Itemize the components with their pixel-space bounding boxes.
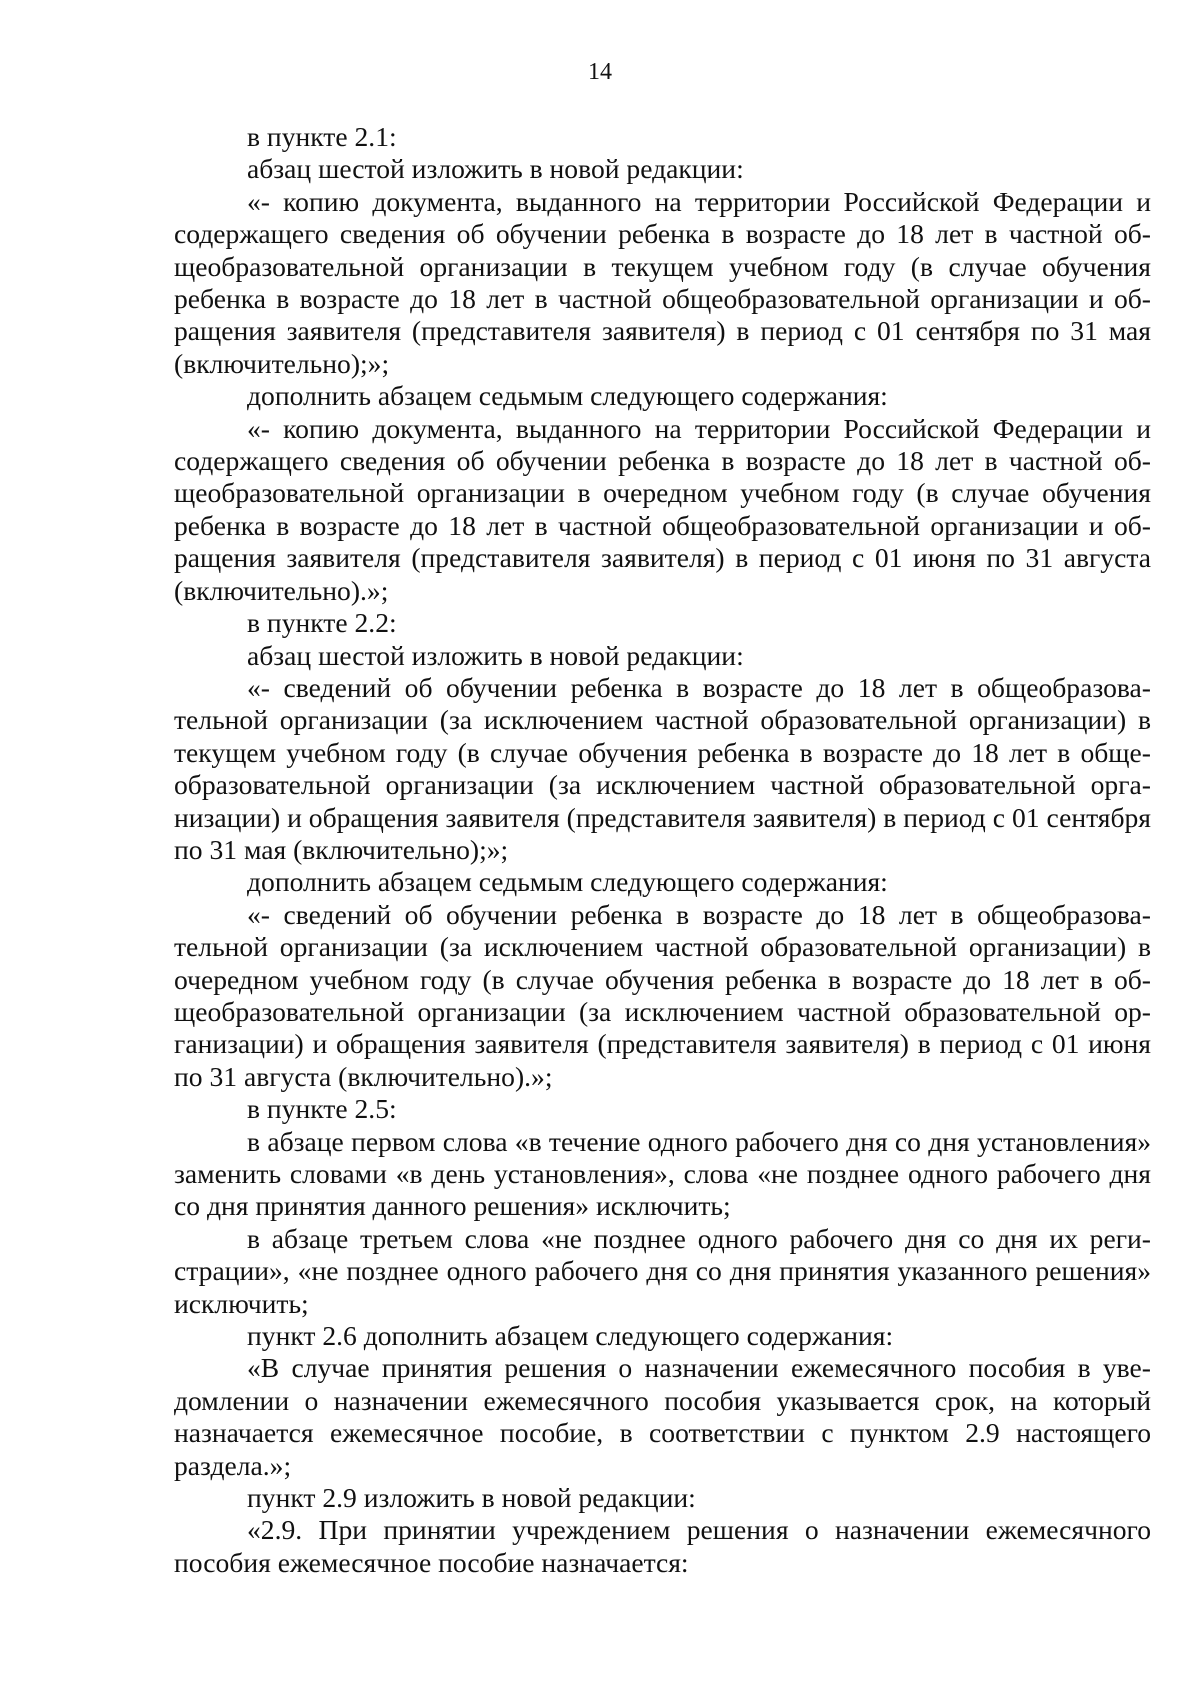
document-body (174, 121, 1151, 1579)
paragraph-amendment: в абзаце третьем слова «не позднее одного рабочего дня со дня их регистрации», «не позднее одного рабочего дня со дня принятия указанного решения» исключить; (174, 1222, 1151, 1319)
paragraph-instruction: пункт 2.6 дополнить абзацем следующего содержания: (247, 1320, 894, 1352)
paragraph-instruction: абзац шестой изложить в новой редакции: (247, 153, 744, 185)
paragraph-amendment: в абзаце первом слова «в течение одного рабочего дня со дня установления» заменить словами «в день установления», слова «не позднее одного рабочего дня со дня принятия данного решения» исключить; (174, 1125, 1151, 1222)
paragraph-quoted-text: «- копию документа, выданного на территории Российской Федерации и содержащего сведения об обучении ребенка в возрасте до 18 лет в частной общеобразовательной организации в текущем учебном году (в случае обучения ребенка в возрасте до 18 лет в частной общеобразовательной организации и обращения заявителя (представителя заявителя) в период с 01 сентября по 31 мая (включительно);»; (174, 185, 1151, 379)
paragraph-instruction: абзац шестой изложить в новой редакции: (247, 639, 744, 671)
page-number: 14 (588, 59, 612, 85)
paragraph-quoted-text: «2.9. При принятии учреждением решения о назначении ежемесячного пособия ежемесячное пособие назначается: (174, 1514, 1151, 1578)
paragraph-instruction: пункт 2.9 изложить в новой редакции: (247, 1482, 696, 1514)
paragraph-item-2-2-intro: в пункте 2.2: (247, 607, 397, 639)
paragraph-quoted-text: «- копию документа, выданного на территории Российской Федерации и содержащего сведения об обучении ребенка в возрасте до 18 лет в частной общеобразовательной организации в очередном учебном году (в случае обучения ребенка в возрасте до 18 лет в частной общеобразовательной организации и обращения заявителя (представителя заявителя) в период с 01 июня по 31 августа (включительно).»; (174, 412, 1151, 606)
paragraph-item-2-5-intro: в пункте 2.5: (247, 1093, 397, 1125)
paragraph-quoted-text: «- сведений об обучении ребенка в возрасте до 18 лет в общеобразовательной организации (за исключением частной образовательной организации) в очередном учебном году (в случае обучения ребенка в возрасте до 18 лет в общеобразовательной организации (за исключением частной образовательной организации) и обращения заявителя (представителя заявителя) в период с 01 июня по 31 августа (включительно).»; (174, 898, 1151, 1092)
paragraph-instruction: дополнить абзацем седьмым следующего содержания: (247, 380, 888, 412)
paragraph-quoted-text: «- сведений об обучении ребенка в возрасте до 18 лет в общеобразовательной организации (за исключением частной образовательной организации) в текущем учебном году (в случае обучения ребенка в возрасте до 18 лет в общеобразовательной организации (за исключением частной образовательной организации) и обращения заявителя (представителя заявителя) в период с 01 сентября по 31 мая (включительно);»; (174, 671, 1151, 865)
paragraph-item-2-1-intro: в пункте 2.1: (247, 121, 397, 152)
paragraph-quoted-text: «В случае принятия решения о назначении ежемесячного пособия в уведомлении о назначении ежемесячного пособия указывается срок, на который назначается ежемесячное пособие, в соответствии с пунктом 2.9 настоящего раздела.»; (174, 1352, 1151, 1481)
paragraph-instruction: дополнить абзацем седьмым следующего содержания: (247, 866, 888, 898)
